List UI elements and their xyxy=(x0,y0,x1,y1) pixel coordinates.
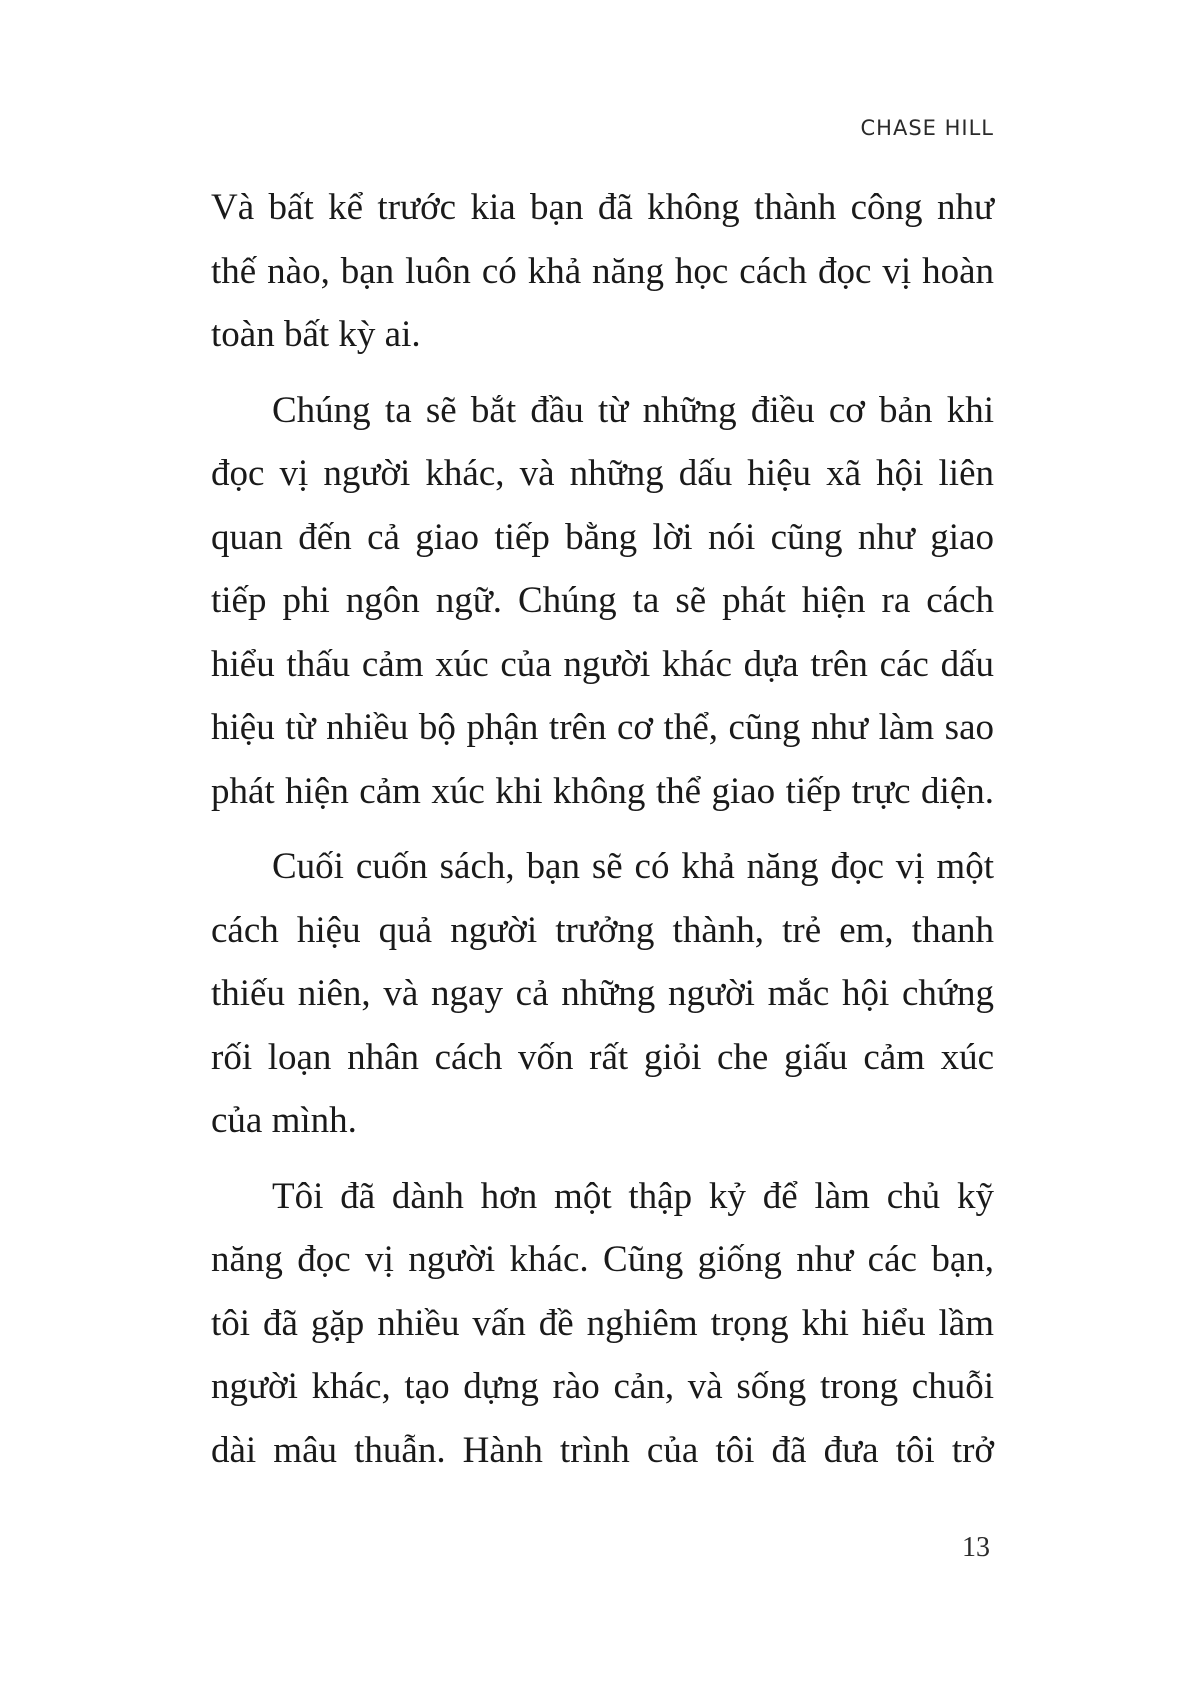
text-line: hiểu thấu cảm xúc của người khác dựa trên các dấu xyxy=(211,643,994,685)
text-line: Cuối cuốn sách, bạn sẽ có khả năng đọc vị một xyxy=(272,846,994,887)
text-line: cách hiệu quả người trưởng thành, trẻ em, thanh xyxy=(211,909,994,951)
page-number: 13 xyxy=(962,1532,990,1563)
body-text xyxy=(211,176,994,1482)
paragraph xyxy=(211,1165,994,1483)
text-line: năng đọc vị người khác. Cũng giống như các bạn, xyxy=(211,1239,994,1280)
text-line: phát hiện cảm xúc khi không thể giao tiếp trực diện. xyxy=(211,770,994,812)
paragraph xyxy=(211,379,994,824)
text-line: Tôi đã dành hơn một thập kỷ để làm chủ kỹ xyxy=(272,1175,994,1217)
text-line: thiếu niên, và ngay cả những người mắc hội chứng xyxy=(211,973,994,1014)
paragraph xyxy=(211,176,994,367)
text-line: đọc vị người khác, và những dấu hiệu xã hội liên xyxy=(211,453,994,494)
text-line: tôi đã gặp nhiều vấn đề nghiêm trọng khi hiểu lầm xyxy=(211,1302,994,1344)
running-header: CHASE HILL xyxy=(860,116,994,140)
text-line: người khác, tạo dựng rào cản, và sống trong chuỗi xyxy=(211,1366,994,1407)
paragraph xyxy=(211,835,994,1153)
text-line: của mình. xyxy=(211,1100,357,1141)
text-line: quan đến cả giao tiếp bằng lời nói cũng như giao xyxy=(211,516,994,558)
text-line: dài mâu thuẫn. Hành trình của tôi đã đưa tôi trở xyxy=(211,1429,994,1471)
text-line: Chúng ta sẽ bắt đầu từ những điều cơ bản khi xyxy=(272,389,994,431)
text-line: hiệu từ nhiều bộ phận trên cơ thể, cũng như làm sao xyxy=(211,707,994,748)
text-line: toàn bất kỳ ai. xyxy=(211,314,421,355)
text-line: Và bất kể trước kia bạn đã không thành công như xyxy=(211,187,994,228)
text-line: tiếp phi ngôn ngữ. Chúng ta sẽ phát hiện ra cách xyxy=(211,580,994,621)
text-line: thế nào, bạn luôn có khả năng học cách đọc vị hoàn xyxy=(211,250,994,292)
text-line: rối loạn nhân cách vốn rất giỏi che giấu cảm xúc xyxy=(211,1036,994,1078)
